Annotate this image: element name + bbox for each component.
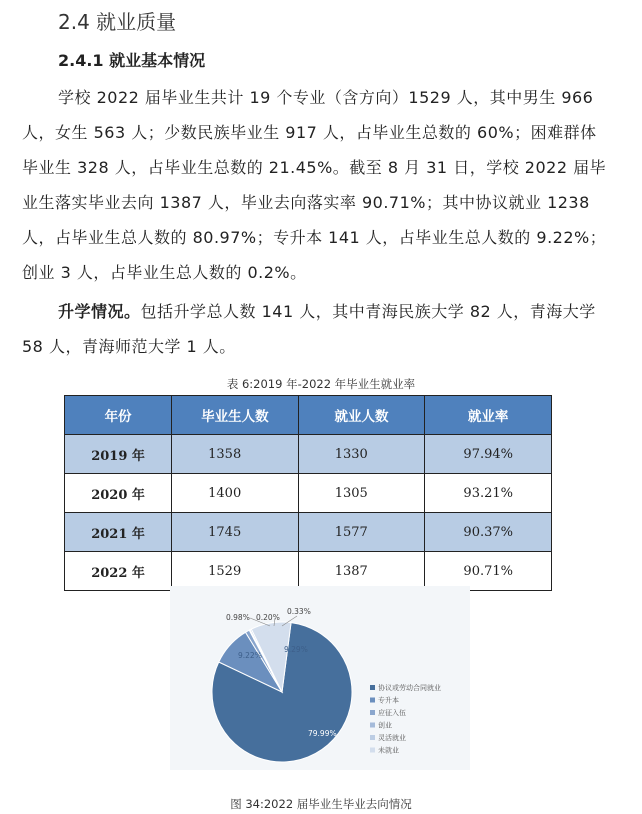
pie-chart	[170, 586, 470, 770]
table-row	[65, 474, 552, 513]
cell-graduates: 1529	[172, 552, 299, 591]
data-label: 0.33%	[287, 607, 311, 616]
data-label: 0.98%	[226, 613, 250, 622]
table-row	[65, 435, 552, 474]
cell-graduates: 1358	[172, 435, 299, 474]
cell-employed: 1305	[298, 474, 425, 513]
cell-year: 2020 年	[65, 474, 172, 513]
cell-year: 2019 年	[65, 435, 172, 474]
data-label: 79.99%	[308, 729, 337, 738]
header-graduates: 毕业生人数	[172, 396, 299, 435]
legend-label: 协议或劳动合同就业	[378, 684, 441, 692]
figure-caption: 图 34:2022 届毕业生毕业去向情况	[230, 797, 412, 811]
table-row	[65, 513, 552, 552]
data-label: 0.20%	[256, 613, 280, 622]
legend-swatch	[370, 735, 375, 740]
cell-employed: 1387	[298, 552, 425, 591]
cell-rate: 97.94%	[425, 435, 552, 474]
cell-employed: 1577	[298, 513, 425, 552]
legend-swatch	[370, 685, 375, 690]
legend-label: 专升本	[378, 696, 399, 705]
cell-graduates: 1745	[172, 513, 299, 552]
legend-swatch	[370, 748, 375, 753]
cell-year: 2021 年	[65, 513, 172, 552]
cell-graduates: 1400	[172, 474, 299, 513]
cell-rate: 90.71%	[425, 552, 552, 591]
paragraph-body: 包括升学总人数 141 人，其中青海民族大学 82 人，青海大学 58 人，青海师范大学 1 人。	[22, 302, 596, 356]
legend-label: 灵活就业	[378, 734, 406, 742]
legend-label: 未就业	[378, 746, 399, 755]
employment-rate-table	[64, 395, 552, 591]
section-title: 2.4 就业质量	[58, 10, 177, 34]
paragraph-employment-overview: 学校 2022 届毕业生共计 19 个专业（含方向）1529 人，其中男生 966 人，女生 563 人；少数民族毕业生 917 人，占毕业生总数的 60%；困难群体毕业生 328 人，占毕业生总数的 21.45%。截至 8 月 31 日，学校 2022 届毕业生落实毕业去向 1387 人，毕业去向落实率 90.71%；其中协议就业 1238 人，占毕业生总人数的 80.97%；专升本 141 人，占毕业生总人数的 9.22%；创业 3 人，占毕业生总人数的 0.2%。	[22, 88, 607, 282]
legend-swatch	[370, 698, 375, 703]
paragraph-further-study	[22, 294, 612, 364]
data-label: 9.22%	[238, 651, 262, 660]
table-header-row	[65, 396, 552, 435]
legend-label: 创业	[378, 721, 392, 730]
cell-rate: 93.21%	[425, 474, 552, 513]
legend-swatch	[370, 710, 375, 715]
header-employed: 就业人数	[298, 396, 425, 435]
cell-year: 2022 年	[65, 552, 172, 591]
cell-rate: 90.37%	[425, 513, 552, 552]
cell-employed: 1330	[298, 435, 425, 474]
legend-swatch	[370, 723, 375, 728]
legend-label: 应征入伍	[378, 709, 406, 717]
subsection-title: 2.4.1 就业基本情况	[58, 51, 206, 70]
header-year: 年份	[65, 396, 172, 435]
data-label: 9.29%	[284, 645, 308, 654]
pie-chart-panel	[170, 586, 470, 770]
header-rate: 就业率	[425, 396, 552, 435]
table-row	[65, 552, 552, 591]
table-caption: 表 6:2019 年-2022 年毕业生就业率	[226, 377, 416, 391]
paragraph-lead: 升学情况。	[58, 302, 141, 321]
